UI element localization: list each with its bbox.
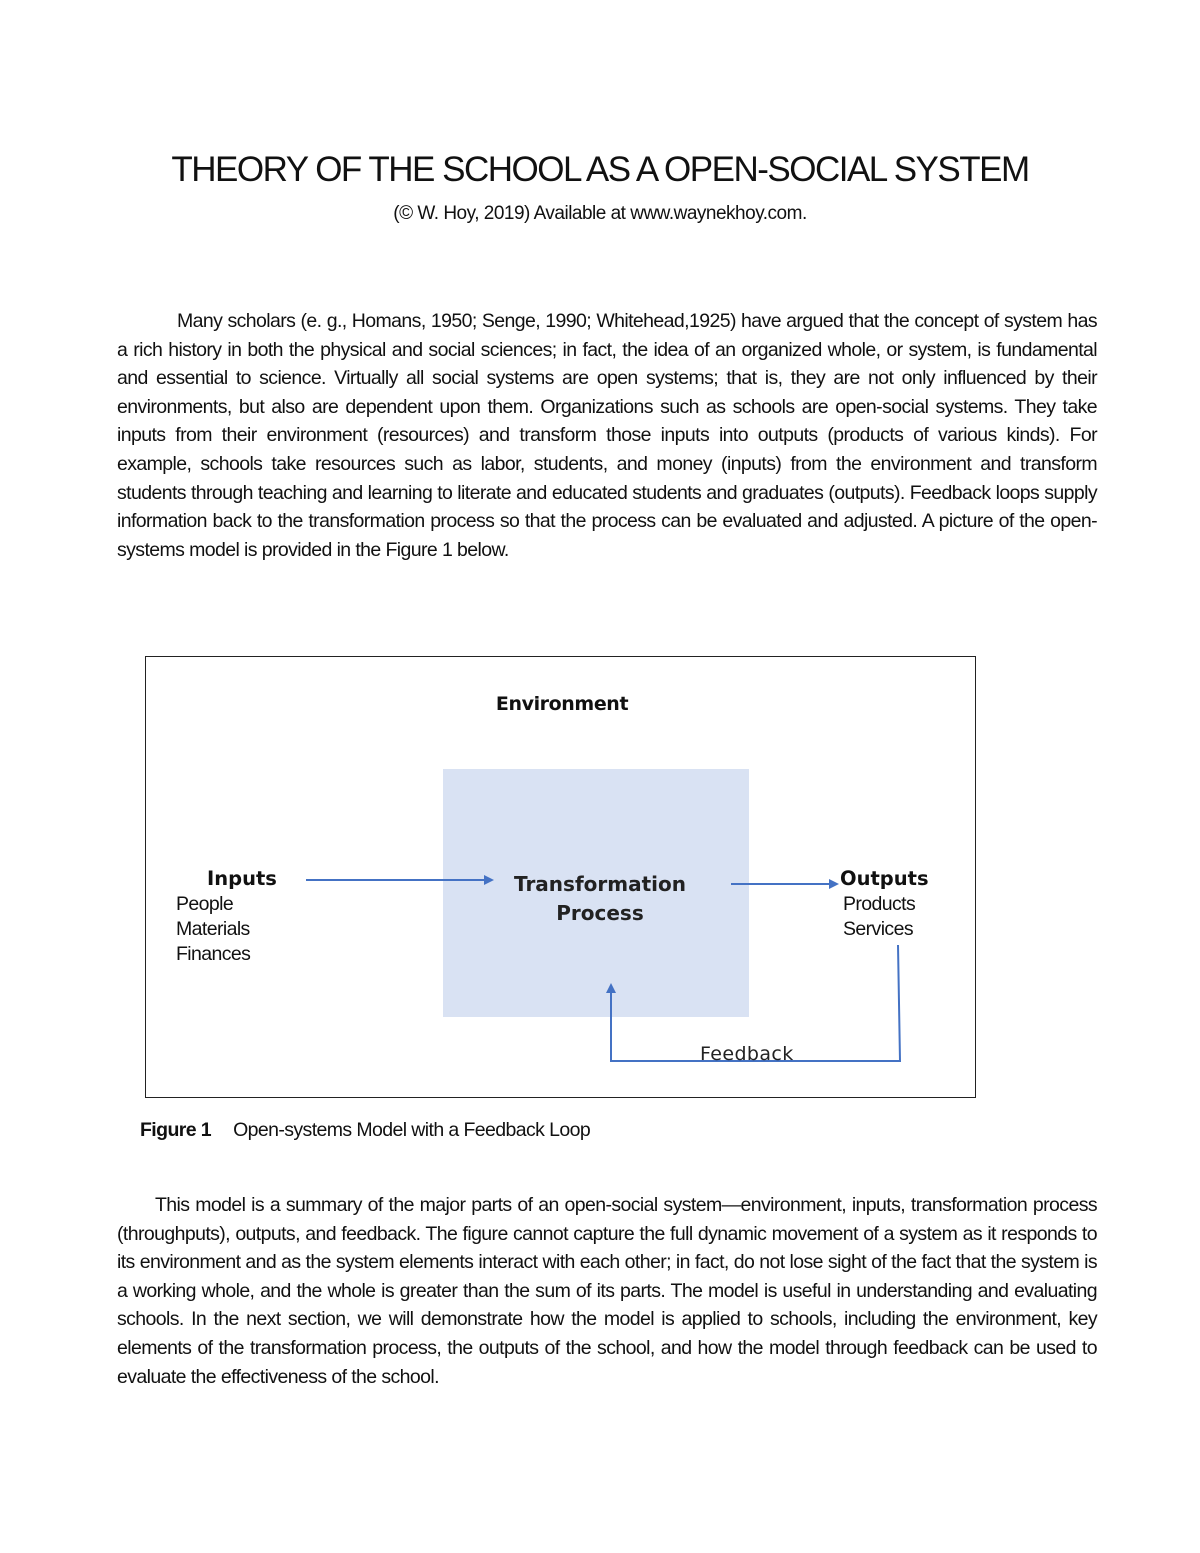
figure-caption [140, 1119, 590, 1142]
inputs-item-materials: Materials [176, 918, 250, 940]
feedback-label: Feedback [700, 1043, 794, 1065]
environment-label: Environment [495, 693, 629, 715]
document-subtitle: (© W. Hoy, 2019) Available at www.waynekhoy.com. [393, 203, 807, 224]
inputs-heading: Inputs [207, 867, 277, 890]
inputs-list [176, 892, 250, 967]
intro-paragraph: Many scholars (e. g., Homans, 1950; Senge, 1990; Whitehead,1925) have argued that the concept of system has a rich history in both the physical and social sciences; in fact, the idea of an organized whole, or system, is fundamental and essential to science. Virtually all social systems are open systems; that is, they are not only influenced by their environments, but also are dependent upon them. Organizations such as schools are open-social systems. They take inputs from their environment (resources) and transform those inputs into outputs (products of various kinds). For example, schools take resources such as labor, students, and money (inputs) from the environment and transform students through teaching and learning to literate and educated students and graduates (outputs). Feedback loops supply information back to the transformation process so that the process can be evaluated and adjusted. A picture of the open-systems model is provided in the Figure 1 below. [117, 310, 1097, 561]
inputs-item-finances: Finances [176, 943, 251, 965]
outputs-list [843, 892, 915, 942]
figure-caption-text: Open-systems Model with a Feedback Loop [233, 1119, 591, 1141]
outputs-heading: Outputs [840, 867, 929, 890]
transformation-process-label [498, 870, 702, 928]
outputs-item-services: Services [843, 918, 913, 940]
process-label-line-1: Transformation [514, 872, 686, 896]
document-title: THEORY OF THE SCHOOL AS A OPEN-SOCIAL SYSTEM [171, 150, 1029, 189]
summary-paragraph: This model is a summary of the major parts of an open-social system—environment, inputs, transformation process (throughputs), outputs, and feedback. The figure cannot capture the full dynamic movement of a system as it responds to its environment and as the system elements interact with each other; in fact, do not lose sight of the fact that the system is a working whole, and the whole is greater than the sum of its parts. The model is useful in understanding and evaluating schools. In the next section, we will demonstrate how the model is applied to schools, including the environment, key elements of the transformation process, the outputs of the school, and how the model through feedback can be used to evaluate the effectiveness of the school. [117, 1194, 1097, 1388]
outputs-item-products: Products [843, 893, 916, 915]
inputs-item-people: People [176, 893, 234, 915]
figure-caption-number: Figure 1 [140, 1119, 212, 1141]
process-label-line-2: Process [556, 901, 644, 925]
